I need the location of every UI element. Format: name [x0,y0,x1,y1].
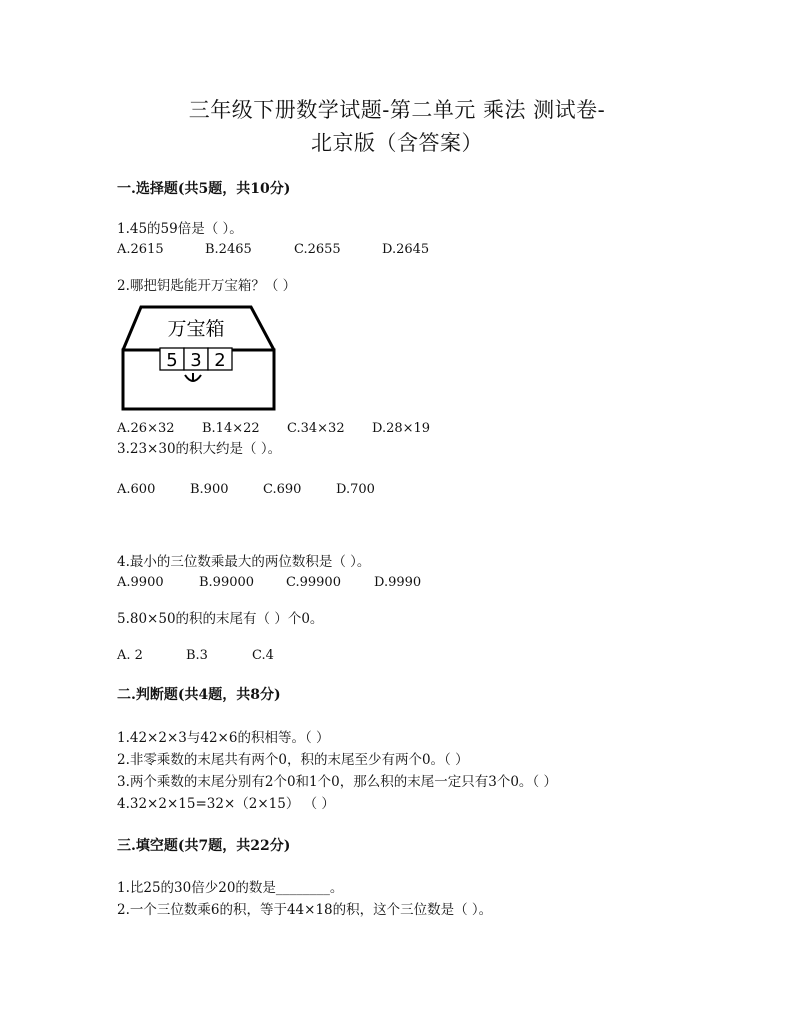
judge-item-3: 3.两个乘数的末尾分别有2个0和1个0，那么积的末尾一定只有3个0。（ ） [117,774,557,790]
option-a: A.9900 [117,575,164,590]
option-a: A.2615 [117,242,164,257]
question-2-options [117,420,430,438]
fill-item-2: 2.一个三位数乘6的积，等于44×18的积，这个三位数是（ ）。 [117,902,493,918]
option-c: C.34×32 [287,421,345,436]
section2-heading: 二.判断题(共4题，共8分) [117,687,281,703]
question-5-text: 5.80×50的积的末尾有（ ）个0。 [117,611,324,627]
question-3-options [117,481,375,499]
option-a: A.26×32 [117,421,175,436]
option-c: C.690 [263,482,302,497]
box-digit-2: 3 [190,350,202,371]
section1-heading: 一.选择题(共5题，共10分) [117,181,291,197]
judge-item-1: 1.42×2×3与42×6的积相等。（ ） [117,730,330,746]
question-4-options [117,574,421,592]
option-b: B.2465 [205,242,252,257]
box-label: 万宝箱 [167,318,225,340]
option-c: C.99900 [286,575,341,590]
option-b: B.99000 [199,575,255,590]
option-a: A.600 [117,482,156,497]
option-d: D.9990 [374,575,422,590]
question-4-text: 4.最小的三位数乘最大的两位数积是（ ）。 [117,554,371,570]
question-3-text: 3.23×30的积大约是（ ）。 [117,441,282,457]
treasure-box-figure [117,305,279,413]
option-c: C.4 [252,648,274,663]
section3-heading: 三.填空题(共7题，共22分) [117,838,291,854]
option-c: C.2655 [294,242,341,257]
option-a: A. 2 [117,648,143,663]
option-d: D.700 [336,482,375,497]
box-digit-1: 5 [166,350,178,371]
option-d: D.2645 [382,242,430,257]
judge-item-2: 2.非零乘数的末尾共有两个0，积的末尾至少有两个0。（ ） [117,752,469,768]
option-d: D.28×19 [372,421,431,436]
option-b: B.900 [190,482,229,497]
document-title-line1: 三年级下册数学试题-第二单元 乘法 测试卷- [188,98,606,122]
question-5-options [117,647,274,665]
option-b: B.3 [186,648,208,663]
box-digit-3: 2 [214,350,226,371]
judge-item-4: 4.32×2×15=32×（2×15） （ ） [117,796,335,812]
question-1-options [117,241,429,259]
fill-item-1: 1.比25的30倍少20的数是________。 [117,880,344,896]
document-title-line2: 北京版（含答案） [311,131,483,155]
question-1-text: 1.45的59倍是（ ）。 [117,221,243,237]
question-2-text: 2.哪把钥匙能开万宝箱？（ ） [117,278,297,294]
option-b: B.14×22 [202,421,260,436]
